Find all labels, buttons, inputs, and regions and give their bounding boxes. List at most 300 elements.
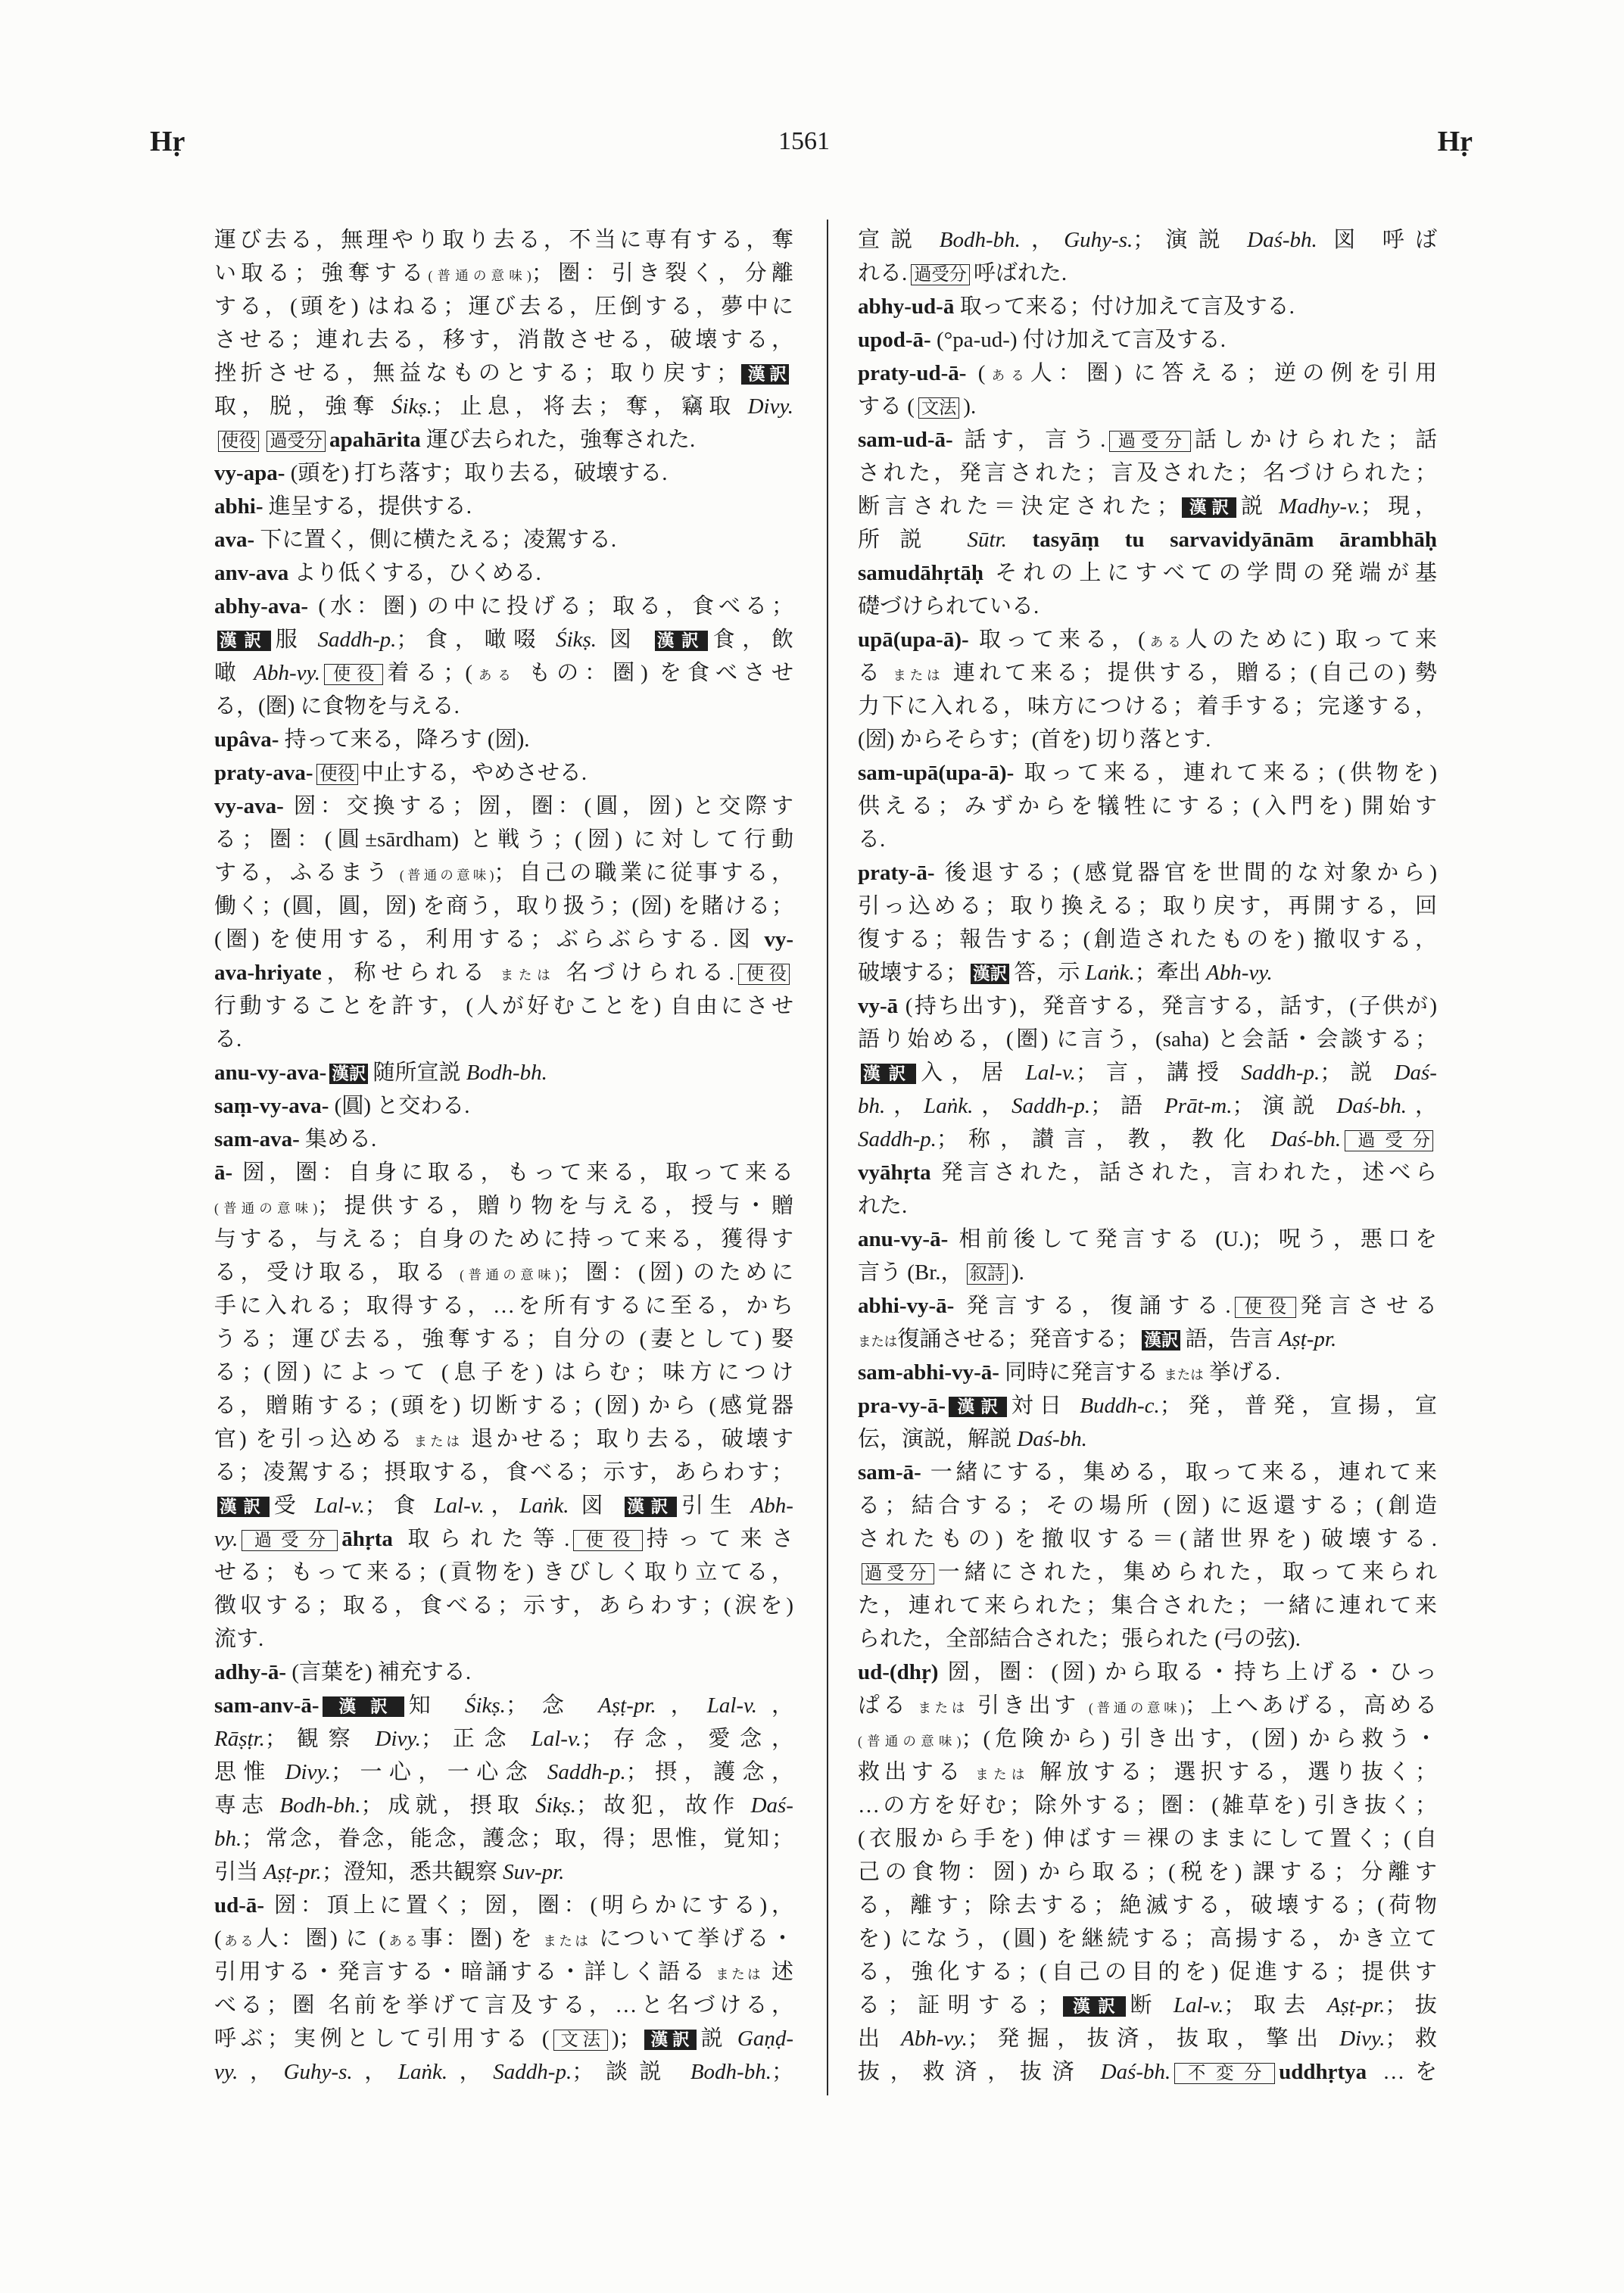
text-run: る，離す；除去する；絶滅する，破壊する；(荷物 [858,1893,1437,1918]
text-run: 引生 [681,1494,751,1518]
small-note: (普通の意味) [428,268,531,283]
text-run: それの上にすべての学問の発端が基 [983,561,1437,585]
text-run: 随所宣説 [372,1061,466,1085]
source-abbreviation: Bodh-bh. [466,1061,547,1085]
headword: praty-ud-ā- [858,361,967,385]
headword: vy- [764,927,793,952]
text-line [214,357,793,390]
text-run: ぱる [858,1693,918,1718]
text-line [858,456,1437,490]
headword: upâva- [214,727,279,752]
text-run: 話す，言う. [952,428,1106,452]
small-note: (普通の意味) [214,1201,318,1216]
text-run: ， [885,1094,924,1118]
text-run: ；称，讃言，教，教化 [936,1127,1271,1151]
text-line [858,290,1437,323]
text-line [214,623,793,656]
text-run: 抜，救済，抜済 [858,2060,1101,2084]
text-run: ；摂，護念， [625,1760,793,1784]
source-abbreviation: Aṣṭ-pr. [1326,1993,1386,2017]
text-line [858,956,1437,989]
small-note: (普通の意味) [399,868,494,883]
text-line [214,1189,793,1223]
text-run: ；観察 [264,1727,376,1751]
source-abbreviation: vy. [214,2060,238,2084]
kanyaku-label: 漢訳 [644,2030,697,2050]
text-run: させる；連れ去る，移す，消散させる，破壊する， [214,328,793,352]
text-run: 断言された＝決定された； [858,494,1179,519]
text-line [858,1955,1437,1989]
text-run: 食，飲 [712,628,793,652]
source-abbreviation: Laṅk. [1085,961,1135,985]
headword: ud-(dhṛ) [858,1660,939,1684]
dictionary-entry [214,1889,793,2089]
source-abbreviation: Abh-vy. [254,661,321,685]
kanyaku-label: 漢訳 [1142,1330,1180,1351]
small-note: (普通の意味) [858,1734,962,1749]
text-run: 説 [1240,494,1280,519]
text-line [858,556,1437,590]
text-run: る；(圀) によって (息子を) はらむ；味方につけ [214,1360,793,1385]
text-run: 連れて来る；提供する，贈る；(自己の) 勢 [943,661,1437,685]
text-run: ；上へあげる，高める [1185,1693,1437,1718]
text-run: 己の食物：圀) から取る；(税を) 課する；分離す [858,1860,1437,1884]
text-line [214,556,793,590]
text-line [214,1955,793,1989]
headword: sam-abhi-vy-ā- [858,1360,999,1385]
text-line [858,1056,1437,1089]
text-run: ； [771,2060,793,2084]
kanyaku-label: 漢訳 [323,1696,404,1717]
text-run: 語，告言 [1185,1327,1279,1351]
headword: apahārita [329,428,421,452]
text-run: 着る；( [387,661,473,685]
text-run: 流す. [214,1627,264,1651]
text-run: 宣説 [858,228,940,252]
text-line [214,1389,793,1422]
source-abbreviation: bh. [214,1827,242,1851]
text-line [858,323,1437,357]
kanyaku-label: 漢訳 [217,631,271,651]
text-line [858,390,1437,423]
text-line [214,590,793,623]
source-abbreviation: Laṅk. [924,1094,974,1118]
text-line [214,1689,793,1722]
small-note: または [893,668,944,683]
page-number: 1561 [778,127,830,155]
text-run: 発言された，話された，言われた，述べら [930,1161,1437,1185]
text-run: 礎づけられている. [858,594,1040,618]
source-abbreviation: Saddh-p. [1011,1094,1091,1118]
text-run: ；圏：引き裂く，分離 [531,261,793,285]
text-run: 呼ばれた. [973,261,1068,285]
headword: pra-vy-ā- [858,1394,946,1418]
headword: āhṛta [341,1527,393,1551]
headword: praty-ā- [858,861,935,885]
text-line [858,1656,1437,1689]
text-run: ). [1011,1260,1024,1285]
text-line [858,823,1437,856]
text-run: 行動することを許す，(人が好むことを) 自由にさせ [214,994,793,1018]
text-line [858,2055,1437,2089]
text-run: 図 [569,1494,622,1518]
text-run: ；自己の職業に従事する， [494,861,793,885]
text-run: ；一心，一心念 [331,1760,547,1784]
text-run: 力下に入れる，味方につける；着手する；完遂する， [858,694,1437,718]
text-line [858,2022,1437,2055]
text-line [214,989,793,1023]
text-line [214,1822,793,1855]
grammar-label-box: 文法 [553,2030,608,2051]
text-line [214,1556,793,1589]
text-run: された，発言された；言及された；名づけられた； [858,461,1437,485]
source-abbreviation: Daś- [1394,1061,1437,1085]
small-note: (普通の意味) [460,1267,560,1282]
text-run: 人：圏) に ( [256,1927,386,1951]
dictionary-entry [858,623,1437,756]
text-run: (衣服から手を) 伸ばす＝裸のままにして置く；(自 [858,1827,1437,1851]
text-run: する，(頭を) はねる；運び去る，圧倒する，夢中に [214,294,793,319]
text-line [858,490,1437,523]
kanyaku-label: 漢訳 [217,1497,270,1517]
text-run: ， [238,2060,284,2084]
text-run: (圏) を使用する，利用する；ぶらぶらする. 図 [214,927,765,952]
text-run: ；語 [1090,1094,1165,1118]
text-run: 退かせる；取り去る，破壊す [463,1427,793,1451]
text-line [858,856,1437,889]
source-abbreviation: Suv-pr. [503,1860,565,1884]
kanyaku-label: 漢訳 [949,1397,1007,1417]
text-run: ；(危険から) 引き出す，(圀) から救う・ [961,1727,1437,1751]
text-run: ( [966,361,986,385]
headword: abhy-ava- [214,594,309,618]
grammar-label-box: 過受分 [1109,431,1190,452]
text-line [858,1855,1437,1889]
text-run: る，(圏) に食物を与える. [214,694,460,718]
text-run: る [858,661,893,685]
text-run: ；言，講授 [1075,1061,1242,1085]
kanyaku-label: 漢訳 [655,631,709,651]
text-line [214,1289,793,1323]
small-note: ある [221,1933,257,1949]
text-run: 断 [1130,1993,1174,2017]
dictionary-entry [858,223,1437,290]
text-line [214,823,793,856]
text-run: について挙げる・ [591,1927,793,1951]
text-line [858,1922,1437,1955]
source-abbreviation: Saddh-p. [493,2060,572,2084]
text-run: る. [858,827,886,852]
text-line [858,423,1437,456]
text-run: ；現， [1361,494,1437,519]
text-run: ；発，普発，宣揚，宣 [1159,1394,1437,1418]
text-run: 引当 [214,1860,264,1884]
text-line [214,1722,793,1756]
source-abbreviation: Buddh-c. [1080,1394,1160,1418]
headword: ā- [214,1161,233,1185]
text-line [858,1722,1437,1756]
text-run: 発言させる [1300,1294,1437,1318]
text-run: ；救 [1385,2027,1437,2051]
dictionary-entry [858,989,1437,1223]
text-line [214,923,793,956]
source-abbreviation: Abh- [750,1494,793,1518]
text-run: 図 [597,628,652,652]
text-run: る，受け取る，取る [214,1260,460,1285]
text-run: 与する，与える；自身のために持って来る，獲得す [214,1227,793,1251]
grammar-label-box: 文法 [918,397,959,419]
text-run: もの：圏) を食べさせ [516,661,793,685]
text-run: る，強化する；(自己の目的を) 促進する；提供す [858,1960,1437,1984]
text-line [214,1422,793,1456]
text-line [214,223,793,257]
text-line [858,1156,1437,1189]
text-run: る；結合する；その場所 (圀) に返還する；(創造 [858,1494,1437,1518]
text-run: 服 [275,628,318,652]
kanyaku-label: 漢訳 [1063,1996,1126,2017]
headword: adhy-ā- [214,1660,287,1684]
headword: upā(upa-ā)- [858,628,969,652]
text-line [214,1756,793,1789]
text-line [214,656,793,690]
text-run: 進呈する，提供する. [263,494,472,519]
text-run: れた. [858,1194,908,1218]
dictionary-entry [858,1223,1437,1289]
headword: upod-ā- [858,328,931,352]
text-line [214,1256,793,1289]
text-run: る；凌駕する；摂取する，食べる；示す，あらわす； [214,1460,793,1485]
headword: vy-apa- [214,461,285,485]
text-run: 引用する・発言する・暗誦する・詳しく語る [214,1960,716,1984]
text-run: ；存念，愛念， [581,1727,793,1751]
source-abbreviation: Śikṣ. [556,628,597,652]
small-note: ある [385,1933,421,1949]
source-abbreviation: Lal-v. [434,1494,485,1518]
source-abbreviation: Śikṣ. [464,1693,506,1718]
text-line [858,1323,1437,1356]
text-run: ，称せられる [321,961,500,985]
text-line [214,1356,793,1389]
source-abbreviation: Laṅk. [397,2060,448,2084]
text-run: 取って来る；付け加えて言及する. [954,294,1295,319]
source-abbreviation: Lal-v. [531,1727,581,1751]
text-run: 挫折させる，無益なものとする；取り戻す； [214,361,738,385]
text-run: べる；圏 名前を挙げて言及する，…と名づける， [214,1993,793,2017]
small-note: または [1164,1367,1204,1382]
grammar-label-box: 使役 [324,664,383,685]
text-run: ；提供する，贈り物を与える，授与・贈 [317,1194,793,1218]
source-abbreviation: Aṣṭ-pr. [263,1860,322,1884]
text-run: 相前後して発言する (U.)；呪う，悪口を [948,1227,1437,1251]
text-run: ( [214,1927,222,1951]
dictionary-entry [858,423,1437,623]
headword: saṃ-vy-ava- [214,1094,329,1118]
source-abbreviation: Saddh-p. [317,628,397,652]
text-run: ；成就，摂取 [360,1793,536,1818]
text-line [214,723,793,756]
left-column [214,223,793,2089]
text-run: ， [757,1693,793,1718]
dictionary-entry [858,323,1437,357]
text-line [858,923,1437,956]
source-abbreviation: Aṣṭ-pr. [598,1693,656,1718]
text-run: 説 [700,2027,737,2051]
text-run: ；説 [1320,1061,1395,1085]
text-run: )； [611,2027,641,2051]
text-line [858,1189,1437,1223]
text-line [214,490,793,523]
text-line [214,1922,793,1955]
text-run: より低くする，ひくめる. [288,561,541,585]
small-note: (普通の意味) [1089,1700,1186,1715]
text-run: 徴収する；取る，食べる；示す，あらわす；(涙を) [214,1594,793,1618]
text-line [214,323,793,357]
text-run: 圀，圏：(圀) から取る・持ち上げる・ひっ [938,1660,1437,1684]
text-run: 図 呼ば [1317,228,1437,252]
text-run: 出 [858,2027,902,2051]
dictionary-entry [214,456,793,490]
text-run: 挙げる. [1203,1360,1281,1385]
dictionary-entry [214,490,793,523]
dictionary-entry [214,223,793,456]
text-run: 同時に発言する [999,1360,1164,1385]
text-line [214,390,793,423]
text-line [858,1689,1437,1722]
small-note: または [715,1967,764,1982]
headword: praty-ava- [214,761,313,785]
text-run: (圓) と交わる. [329,1094,470,1118]
dictionary-entry [858,756,1437,856]
text-run: 述 [763,1960,793,1984]
text-run: ；圏：(圀) のために [560,1260,793,1285]
headword: uddhṛtya [1279,2060,1367,2084]
text-run: (言葉を) 補充する. [286,1660,472,1684]
grammar-label-box: 過受分 [267,431,326,452]
source-abbreviation: Bodh-bh. [279,1793,361,1818]
text-line [214,1123,793,1156]
headword: sam-upā(upa-ā)- [858,761,1015,785]
small-note: または [413,1434,463,1449]
source-abbreviation: Saddh-p. [1241,1061,1320,1085]
source-abbreviation: Daś-bh. [1017,1427,1087,1451]
grammar-label-box: 使役 [316,764,357,785]
text-run: 発言する，復誦する. [954,1294,1231,1318]
text-run: 話しかけられた；話 [1194,428,1437,452]
text-run: 救出する [858,1760,976,1784]
source-abbreviation: Lal-v. [314,1494,365,1518]
text-run: 持って来る，降ろす (圀). [279,727,530,752]
text-line [858,756,1437,790]
text-run: ；故犯，故作 [576,1793,751,1818]
small-note: または [858,1334,898,1349]
text-line [214,1589,793,1622]
text-line [858,1456,1437,1489]
source-abbreviation: Aṣṭ-pr. [1278,1327,1337,1351]
text-run: 人のために) 取って来 [1185,628,1437,652]
text-run: 復する；報告する；(創造されたものを) 撤収する， [858,927,1437,952]
text-run: ， [973,1094,1012,1118]
source-abbreviation: vy. [214,1527,238,1551]
dictionary-entry [858,1289,1437,1356]
text-run: ；発掘，抜済，抜取，擎出 [967,2027,1340,2051]
source-abbreviation: Lal-v. [1173,1993,1224,2017]
headword: vy-ā [858,994,899,1018]
text-run: 中止する，やめさせる. [361,761,588,785]
text-run: る；圏：(圓±sārdham) と戦う；(圀) に対して行動 [214,827,793,852]
text-run: ；念 [505,1693,599,1718]
text-line [858,690,1437,723]
dictionary-entry [214,1689,793,1889]
source-abbreviation: Daś- [750,1793,793,1818]
text-run: ；演説 [1232,1094,1337,1118]
text-run: い取る；強奪する [214,261,429,285]
text-run: ， [352,2060,398,2084]
text-run: ；澄知，悉共観察 [321,1860,503,1884]
text-line [858,1422,1437,1456]
text-run: 名づけられる. [555,961,734,985]
text-run: ， [1407,1094,1437,1118]
text-run: うる；運び去る，強奪する；自分の (妻として) 娶 [214,1327,793,1351]
text-line [858,1789,1437,1822]
text-line [214,1656,793,1689]
text-run: する ( [858,394,915,419]
text-run: (頭を) 打ち落す；取り去る，破壊する. [285,461,668,485]
source-abbreviation: Daś-bh. [1336,1094,1407,1118]
text-run: 受 [273,1494,315,1518]
text-run: 所説 [858,528,968,552]
headword: ud-ā- [214,1893,265,1918]
text-line [214,1989,793,2022]
running-head [0,121,1624,162]
text-run: 取って来る，連れて来る；(供物を) [1014,761,1437,785]
small-note: または [975,1767,1030,1782]
headword: ava-hriyate [214,961,322,985]
text-line [858,1822,1437,1855]
text-line [214,2022,793,2055]
text-run: ；止息，将去；奪，竊取 [432,394,748,419]
text-run: 知 [408,1693,465,1718]
text-run: …を [1367,2060,1437,2084]
text-line [214,1323,793,1356]
text-line [214,1489,793,1522]
text-run: た，連れて来られた；集合された；一緒に連れて来 [858,1594,1437,1618]
source-abbreviation: Guhy-s. [1064,228,1133,252]
text-run: 供える；みずからを犠牲にする；(入門を) 開始す [858,794,1437,818]
text-line [214,1889,793,1922]
text-line [858,1756,1437,1789]
source-abbreviation: Abh-vy. [1206,961,1273,985]
text-line [858,1256,1437,1289]
headword: tasyāṃ tu sarvavidyānām ārambhāḥ [1032,528,1437,552]
headword: ava- [214,528,255,552]
source-abbreviation: Divy. [1339,2027,1386,2051]
text-run: 専志 [214,1793,280,1818]
headword: vy-ava- [214,794,284,818]
text-run: る；証明する； [858,1993,1060,2017]
dictionary-entry [214,590,793,723]
source-abbreviation: Divy. [747,394,793,419]
text-run: 働く；(圓，圓，圀) を商う，取り扱う；(圀) を賭ける； [214,894,793,918]
text-run: ；食，噉啜 [396,628,556,652]
small-note: または [543,1933,591,1949]
text-run: 圀：交換する；圀，圏：(圓，圀) と交際す [283,794,793,818]
text-run: 対日 [1011,1394,1080,1418]
source-abbreviation: Bodh-bh. [690,2060,771,2084]
text-run: する，ふるまう [214,861,400,885]
running-head-left: Hṛ [150,126,185,157]
text-run: 取られた等. [392,1527,570,1551]
text-run: 運び去られた，強奪された. [420,428,696,452]
